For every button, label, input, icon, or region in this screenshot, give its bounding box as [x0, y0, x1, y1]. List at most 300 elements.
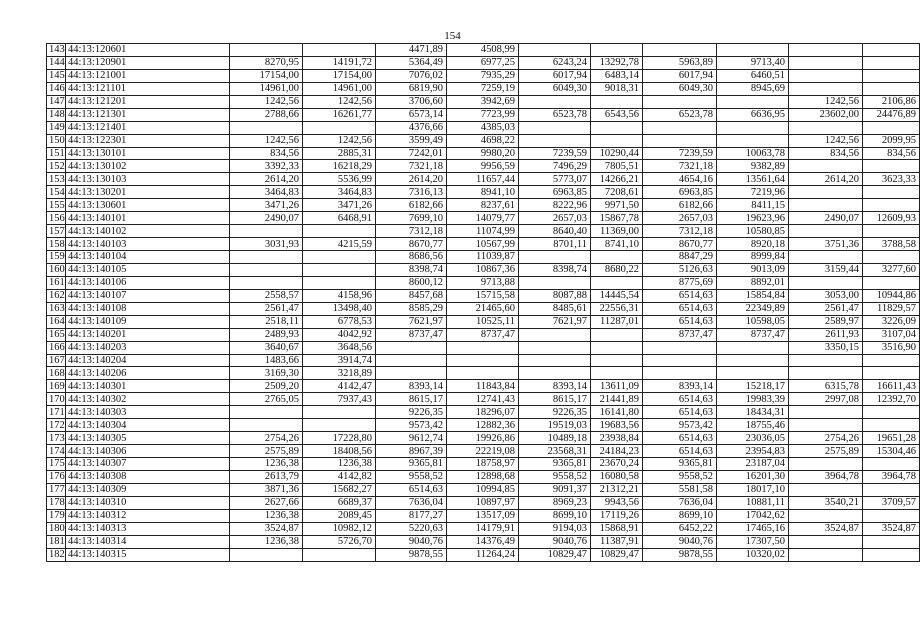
value-cell	[863, 535, 920, 548]
value-cell: 8393,14	[643, 380, 717, 393]
value-cell: 1242,56	[230, 95, 303, 108]
value-cell	[519, 121, 591, 134]
value-cell	[519, 341, 591, 354]
value-cell: 17119,26	[591, 509, 643, 522]
row-number-cell: 171	[47, 406, 66, 419]
value-cell	[591, 354, 643, 367]
value-cell: 2788,66	[230, 108, 303, 121]
value-cell	[789, 354, 863, 367]
value-cell: 16201,30	[717, 470, 789, 483]
value-cell	[789, 186, 863, 199]
value-cell	[519, 134, 591, 147]
value-cell: 19926,86	[447, 432, 519, 445]
value-cell	[303, 121, 376, 134]
value-cell	[591, 276, 643, 289]
value-cell: 10944,86	[863, 289, 920, 302]
value-cell: 7496,29	[519, 160, 591, 173]
value-cell	[230, 548, 303, 561]
value-cell: 8087,88	[519, 289, 591, 302]
value-cell	[303, 263, 376, 276]
value-cell: 2518,11	[230, 315, 303, 328]
table-row	[47, 458, 920, 471]
value-cell: 18755,46	[717, 419, 789, 432]
value-cell: 6017,94	[519, 69, 591, 82]
row-number-cell: 145	[47, 69, 66, 82]
value-cell	[303, 419, 376, 432]
table-row	[47, 134, 920, 147]
table-row	[47, 238, 920, 251]
value-cell: 8701,11	[519, 238, 591, 251]
row-number-cell: 159	[47, 251, 66, 264]
value-cell: 6514,63	[643, 315, 717, 328]
value-cell: 10829,47	[519, 548, 591, 561]
value-cell: 9040,76	[643, 535, 717, 548]
value-cell: 19623,96	[717, 212, 789, 225]
value-cell: 9013,09	[717, 263, 789, 276]
cadastral-number-cell: 44:13:140313	[66, 522, 230, 535]
value-cell	[303, 276, 376, 289]
value-cell: 2614,20	[230, 173, 303, 186]
value-cell: 834,56	[863, 147, 920, 160]
value-cell: 3599,49	[376, 134, 447, 147]
value-cell	[591, 341, 643, 354]
value-cell: 6483,14	[591, 69, 643, 82]
value-cell	[789, 69, 863, 82]
value-cell	[863, 69, 920, 82]
value-cell: 18408,56	[303, 445, 376, 458]
value-cell: 16261,77	[303, 108, 376, 121]
value-cell: 5364,49	[376, 56, 447, 69]
value-cell: 7723,99	[447, 108, 519, 121]
table-row	[47, 212, 920, 225]
value-cell: 3788,58	[863, 238, 920, 251]
cadastral-number-cell: 44:13:140308	[66, 470, 230, 483]
table-row	[47, 354, 920, 367]
value-cell: 11829,57	[863, 302, 920, 315]
value-cell: 23602,00	[789, 108, 863, 121]
value-cell: 3159,44	[789, 263, 863, 276]
value-cell	[303, 225, 376, 238]
value-cell: 15715,58	[447, 289, 519, 302]
table-row	[47, 315, 920, 328]
value-cell: 834,56	[230, 147, 303, 160]
value-cell: 3218,89	[303, 367, 376, 380]
table-row	[47, 393, 920, 406]
value-cell: 6977,25	[447, 56, 519, 69]
value-cell: 7621,97	[376, 315, 447, 328]
value-cell: 19519,03	[519, 419, 591, 432]
value-cell: 9365,81	[643, 458, 717, 471]
value-cell: 10881,11	[717, 496, 789, 509]
value-cell: 14445,54	[591, 289, 643, 302]
value-cell	[717, 354, 789, 367]
table-row	[47, 419, 920, 432]
value-cell	[591, 95, 643, 108]
cadastral-number-cell: 44:13:140101	[66, 212, 230, 225]
value-cell: 11039,87	[447, 251, 519, 264]
value-cell: 12741,43	[447, 393, 519, 406]
row-number-cell: 165	[47, 328, 66, 341]
value-cell	[643, 134, 717, 147]
value-cell	[230, 251, 303, 264]
value-cell: 8737,47	[447, 328, 519, 341]
value-cell: 16080,58	[591, 470, 643, 483]
value-cell: 7699,10	[376, 212, 447, 225]
table-row	[47, 263, 920, 276]
value-cell: 23670,24	[591, 458, 643, 471]
value-cell: 5220,63	[376, 522, 447, 535]
row-number-cell: 158	[47, 238, 66, 251]
value-cell: 5536,99	[303, 173, 376, 186]
value-cell: 9713,88	[447, 276, 519, 289]
table-row	[47, 535, 920, 548]
cadastral-number-cell: 44:13:140305	[66, 432, 230, 445]
cadastral-number-cell: 44:13:140314	[66, 535, 230, 548]
value-cell: 6778,53	[303, 315, 376, 328]
value-cell: 11074,99	[447, 225, 519, 238]
row-number-cell: 156	[47, 212, 66, 225]
value-cell: 1242,56	[789, 95, 863, 108]
row-number-cell: 146	[47, 82, 66, 95]
cadastral-number-cell: 44:13:130103	[66, 173, 230, 186]
value-cell: 2614,20	[789, 173, 863, 186]
value-cell: 23036,05	[717, 432, 789, 445]
cadastral-number-cell: 44:13:121301	[66, 108, 230, 121]
value-cell: 17154,00	[303, 69, 376, 82]
value-cell: 8775,69	[643, 276, 717, 289]
value-cell	[789, 548, 863, 561]
value-cell: 9040,76	[519, 535, 591, 548]
value-cell: 9558,52	[519, 470, 591, 483]
value-cell	[447, 367, 519, 380]
value-cell: 7076,02	[376, 69, 447, 82]
value-cell: 11843,84	[447, 380, 519, 393]
value-cell	[789, 44, 863, 57]
table-body	[47, 44, 920, 562]
value-cell	[303, 548, 376, 561]
value-cell: 6017,94	[643, 69, 717, 82]
value-cell: 3226,09	[863, 315, 920, 328]
table-row	[47, 56, 920, 69]
value-cell: 7805,51	[591, 160, 643, 173]
value-cell: 13292,78	[591, 56, 643, 69]
value-cell	[863, 483, 920, 496]
value-cell: 18017,10	[717, 483, 789, 496]
cadastral-number-cell: 44:13:120901	[66, 56, 230, 69]
value-cell: 2657,03	[519, 212, 591, 225]
value-cell	[863, 419, 920, 432]
cadastral-number-cell: 44:13:140303	[66, 406, 230, 419]
value-cell: 3053,00	[789, 289, 863, 302]
value-cell: 10829,47	[591, 548, 643, 561]
value-cell	[789, 406, 863, 419]
value-cell: 15868,91	[591, 522, 643, 535]
value-cell: 7316,13	[376, 186, 447, 199]
value-cell: 9943,56	[591, 496, 643, 509]
value-cell: 22556,31	[591, 302, 643, 315]
value-cell	[643, 367, 717, 380]
value-cell: 10567,99	[447, 238, 519, 251]
value-cell: 17228,80	[303, 432, 376, 445]
value-cell: 21441,89	[591, 393, 643, 406]
value-cell: 3350,15	[789, 341, 863, 354]
value-cell: 8585,29	[376, 302, 447, 315]
value-cell: 11369,00	[591, 225, 643, 238]
value-cell: 12392,70	[863, 393, 920, 406]
page-number: 154	[444, 30, 461, 42]
row-number-cell: 181	[47, 535, 66, 548]
table-row	[47, 225, 920, 238]
value-cell	[863, 186, 920, 199]
cadastral-number-cell: 44:13:140310	[66, 496, 230, 509]
value-cell: 8847,29	[643, 251, 717, 264]
value-cell: 2561,47	[789, 302, 863, 315]
value-cell: 10897,97	[447, 496, 519, 509]
row-number-cell: 175	[47, 458, 66, 471]
value-cell	[591, 251, 643, 264]
value-cell	[519, 251, 591, 264]
value-cell: 3169,30	[230, 367, 303, 380]
value-cell: 8741,10	[591, 238, 643, 251]
value-cell: 10580,85	[717, 225, 789, 238]
value-cell: 9713,40	[717, 56, 789, 69]
value-cell: 8398,74	[519, 263, 591, 276]
value-cell	[230, 276, 303, 289]
value-cell: 10489,18	[519, 432, 591, 445]
value-cell: 22349,89	[717, 302, 789, 315]
value-cell: 6523,78	[519, 108, 591, 121]
value-cell: 3964,78	[789, 470, 863, 483]
value-cell	[519, 367, 591, 380]
value-cell: 9226,35	[376, 406, 447, 419]
value-cell: 19651,28	[863, 432, 920, 445]
value-cell	[643, 341, 717, 354]
value-cell: 2997,08	[789, 393, 863, 406]
value-cell: 8670,77	[643, 238, 717, 251]
value-cell: 6182,66	[643, 199, 717, 212]
value-cell: 7239,59	[519, 147, 591, 160]
value-cell: 3709,57	[863, 496, 920, 509]
value-cell: 8398,74	[376, 263, 447, 276]
value-cell: 3540,21	[789, 496, 863, 509]
row-number-cell: 176	[47, 470, 66, 483]
table-row	[47, 302, 920, 315]
value-cell: 9091,37	[519, 483, 591, 496]
value-cell: 17042,62	[717, 509, 789, 522]
value-cell: 8222,96	[519, 199, 591, 212]
value-cell: 7259,19	[447, 82, 519, 95]
value-cell: 3914,74	[303, 354, 376, 367]
value-cell: 8999,84	[717, 251, 789, 264]
value-cell: 11287,01	[591, 315, 643, 328]
row-number-cell: 172	[47, 419, 66, 432]
value-cell	[519, 95, 591, 108]
value-cell: 9878,55	[643, 548, 717, 561]
value-cell: 8967,39	[376, 445, 447, 458]
value-cell: 8680,22	[591, 263, 643, 276]
table-row	[47, 406, 920, 419]
value-cell: 8393,14	[519, 380, 591, 393]
value-cell: 6963,85	[643, 186, 717, 199]
table-row	[47, 121, 920, 134]
value-cell: 7321,18	[376, 160, 447, 173]
value-cell: 4471,89	[376, 44, 447, 57]
row-number-cell: 160	[47, 263, 66, 276]
value-cell: 4698,22	[447, 134, 519, 147]
value-cell	[863, 509, 920, 522]
value-cell	[789, 199, 863, 212]
value-cell: 10994,85	[447, 483, 519, 496]
value-cell: 7312,18	[643, 225, 717, 238]
value-cell: 7636,04	[643, 496, 717, 509]
row-number-cell: 154	[47, 186, 66, 199]
value-cell: 2089,45	[303, 509, 376, 522]
value-cell: 2558,57	[230, 289, 303, 302]
table-row	[47, 445, 920, 458]
value-cell: 7937,43	[303, 393, 376, 406]
row-number-cell: 163	[47, 302, 66, 315]
value-cell: 8615,17	[519, 393, 591, 406]
cadastral-number-cell: 44:13:120601	[66, 44, 230, 57]
table-row	[47, 147, 920, 160]
value-cell: 16611,43	[863, 380, 920, 393]
value-cell: 14266,21	[591, 173, 643, 186]
value-cell	[643, 95, 717, 108]
value-cell	[789, 367, 863, 380]
value-cell: 12898,68	[447, 470, 519, 483]
cadastral-number-cell: 44:13:130101	[66, 147, 230, 160]
value-cell: 6514,63	[643, 445, 717, 458]
value-cell: 3640,67	[230, 341, 303, 354]
value-cell: 9878,55	[376, 548, 447, 561]
value-cell	[230, 263, 303, 276]
value-cell: 2613,79	[230, 470, 303, 483]
table-row	[47, 276, 920, 289]
value-cell: 5126,63	[643, 263, 717, 276]
cadastral-number-cell: 44:13:140304	[66, 419, 230, 432]
table-row	[47, 108, 920, 121]
table-row	[47, 289, 920, 302]
table-row	[47, 95, 920, 108]
cadastral-number-cell: 44:13:140106	[66, 276, 230, 289]
value-cell	[863, 160, 920, 173]
cadastral-number-cell: 44:13:140315	[66, 548, 230, 561]
value-cell: 8892,01	[717, 276, 789, 289]
value-cell: 3648,56	[303, 341, 376, 354]
value-cell: 2657,03	[643, 212, 717, 225]
value-cell: 6243,24	[519, 56, 591, 69]
value-cell: 10290,44	[591, 147, 643, 160]
value-cell: 10320,02	[717, 548, 789, 561]
value-cell	[863, 367, 920, 380]
value-cell: 6636,95	[717, 108, 789, 121]
cadastral-number-cell: 44:13:140301	[66, 380, 230, 393]
value-cell	[863, 354, 920, 367]
row-number-cell: 180	[47, 522, 66, 535]
value-cell: 3516,90	[863, 341, 920, 354]
value-cell: 2765,05	[230, 393, 303, 406]
value-cell: 14376,49	[447, 535, 519, 548]
row-number-cell: 164	[47, 315, 66, 328]
value-cell: 1236,38	[230, 509, 303, 522]
value-cell: 6514,63	[643, 289, 717, 302]
value-cell: 8969,23	[519, 496, 591, 509]
cadastral-number-cell: 44:13:140102	[66, 225, 230, 238]
value-cell: 8615,17	[376, 393, 447, 406]
value-cell: 3471,26	[303, 199, 376, 212]
cadastral-number-cell: 44:13:140206	[66, 367, 230, 380]
value-cell	[519, 44, 591, 57]
value-cell	[863, 199, 920, 212]
value-cell: 3751,36	[789, 238, 863, 251]
value-cell: 2627,66	[230, 496, 303, 509]
value-cell	[717, 367, 789, 380]
value-cell	[863, 548, 920, 561]
value-cell: 9971,50	[591, 199, 643, 212]
value-cell: 1242,56	[303, 95, 376, 108]
value-cell: 9956,59	[447, 160, 519, 173]
cadastral-number-cell: 44:13:121001	[66, 69, 230, 82]
value-cell	[789, 458, 863, 471]
cadastral-number-cell: 44:13:140204	[66, 354, 230, 367]
value-cell: 3524,87	[230, 522, 303, 535]
row-number-cell: 148	[47, 108, 66, 121]
value-cell	[303, 44, 376, 57]
value-cell: 6514,63	[643, 406, 717, 419]
value-cell: 4042,92	[303, 328, 376, 341]
value-cell: 3871,36	[230, 483, 303, 496]
value-cell: 1242,56	[789, 134, 863, 147]
value-cell: 1483,66	[230, 354, 303, 367]
table-row	[47, 199, 920, 212]
value-cell	[519, 276, 591, 289]
row-number-cell: 155	[47, 199, 66, 212]
value-cell: 8737,47	[717, 328, 789, 341]
value-cell: 13498,40	[303, 302, 376, 315]
value-cell	[230, 419, 303, 432]
value-cell: 23187,04	[717, 458, 789, 471]
table-row	[47, 160, 920, 173]
row-number-cell: 182	[47, 548, 66, 561]
value-cell	[643, 354, 717, 367]
value-cell	[863, 251, 920, 264]
cadastral-number-cell: 44:13:121401	[66, 121, 230, 134]
value-cell: 8941,10	[447, 186, 519, 199]
value-cell: 2489,93	[230, 328, 303, 341]
value-cell	[591, 44, 643, 57]
value-cell: 9365,81	[376, 458, 447, 471]
value-cell: 4142,47	[303, 380, 376, 393]
value-cell: 6514,63	[376, 483, 447, 496]
value-cell: 2575,89	[230, 445, 303, 458]
value-cell: 10598,05	[717, 315, 789, 328]
value-cell	[863, 44, 920, 57]
value-cell: 8237,61	[447, 199, 519, 212]
table-row	[47, 548, 920, 561]
cadastral-number-cell: 44:13:140306	[66, 445, 230, 458]
row-number-cell: 147	[47, 95, 66, 108]
cadastral-number-cell: 44:13:121201	[66, 95, 230, 108]
value-cell: 3964,78	[863, 470, 920, 483]
cadastral-number-cell: 44:13:140312	[66, 509, 230, 522]
value-cell: 3524,87	[863, 522, 920, 535]
row-number-cell: 178	[47, 496, 66, 509]
value-cell: 5773,07	[519, 173, 591, 186]
value-cell	[519, 328, 591, 341]
value-cell: 14079,77	[447, 212, 519, 225]
value-cell: 4376,66	[376, 121, 447, 134]
value-cell: 7321,18	[643, 160, 717, 173]
